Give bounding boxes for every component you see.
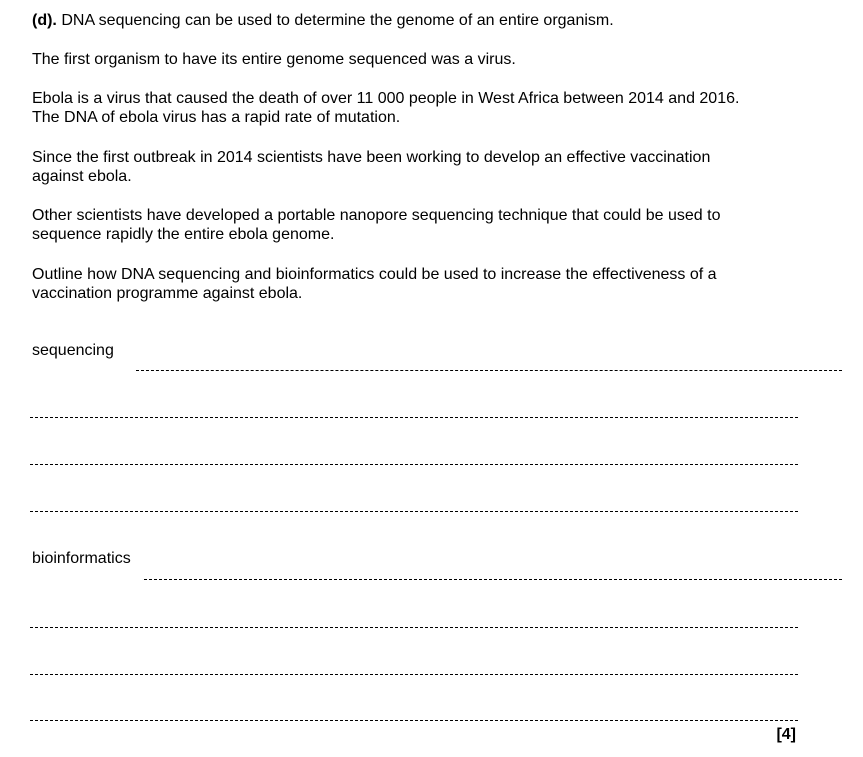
paragraph-5-line-2: vaccination programme against ebola. <box>32 285 303 302</box>
sequencing-answer-line-4[interactable] <box>30 511 798 512</box>
sequencing-answer-line-3[interactable] <box>30 464 798 465</box>
paragraph-1-line-1: The first organism to have its entire genome sequenced was a virus. <box>32 51 516 68</box>
bioinformatics-answer-line-3[interactable] <box>30 674 798 675</box>
sequencing-label: sequencing <box>32 342 114 359</box>
bioinformatics-answer-line-4[interactable] <box>30 720 798 721</box>
paragraph-5 <box>32 265 717 303</box>
paragraph-1 <box>32 50 516 69</box>
sequencing-answer-line-1[interactable] <box>136 370 842 371</box>
paragraph-2-line-1: Ebola is a virus that caused the death of over 11 000 people in West Africa between 2014 and 2016. <box>32 90 740 107</box>
paragraph-3-line-1: Since the first outbreak in 2014 scientists have been working to develop an effective vaccination <box>32 149 711 166</box>
paragraph-4 <box>32 206 720 244</box>
paragraph-5-line-1: Outline how DNA sequencing and bioinformatics could be used to increase the effectiveness of a <box>32 266 717 283</box>
bioinformatics-answer-line-1[interactable] <box>144 579 842 580</box>
sequencing-answer-line-2[interactable] <box>30 417 798 418</box>
paragraph-3-line-2: against ebola. <box>32 168 132 185</box>
paragraph-2-line-2: The DNA of ebola virus has a rapid rate of mutation. <box>32 109 401 126</box>
marks-label: [4] <box>776 726 796 743</box>
paragraph-3 <box>32 148 710 186</box>
paragraph-4-line-1: Other scientists have developed a portable nanopore sequencing technique that could be used to <box>32 207 721 224</box>
bioinformatics-label: bioinformatics <box>32 550 131 567</box>
question-part-label: (d). <box>32 12 57 29</box>
intro-text: DNA sequencing can be used to determine the genome of an entire organism. <box>61 12 614 29</box>
question-intro <box>32 11 614 30</box>
paragraph-2 <box>32 89 739 127</box>
paragraph-4-line-2: sequence rapidly the entire ebola genome. <box>32 226 335 243</box>
bioinformatics-answer-line-2[interactable] <box>30 627 798 628</box>
